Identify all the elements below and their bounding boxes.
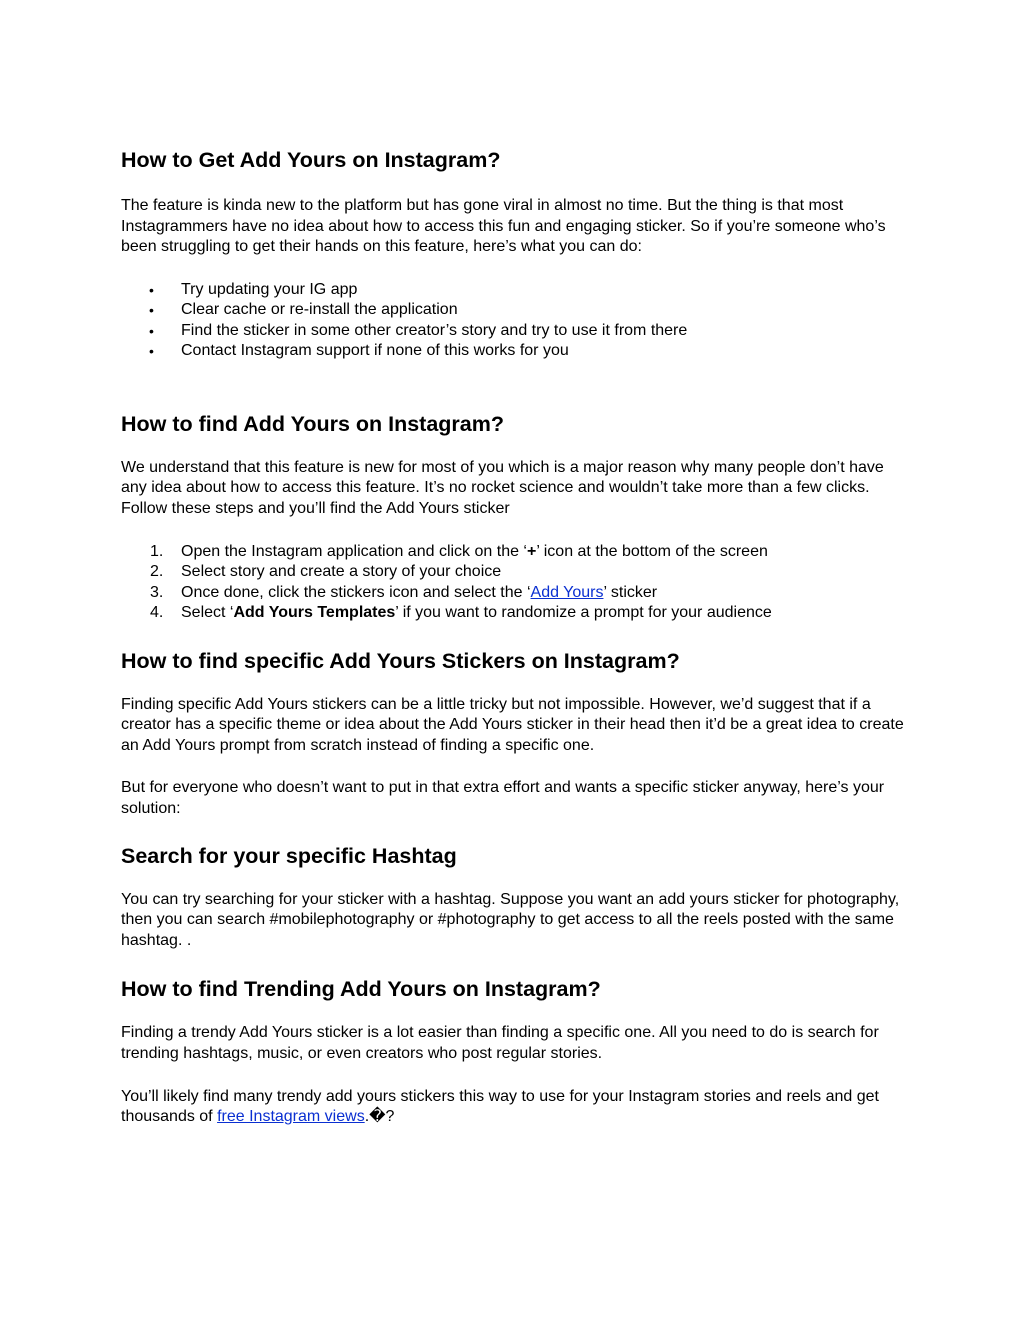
list-item-text: ’ if you want to randomize a prompt for your audience (395, 604, 772, 622)
paragraph: You can try searching for your sticker with a hashtag. Suppose you want an add yours sticker for photography, then you can search #mobilephotography or #photography to get access to all the reels posted with the same hashtag. . (121, 890, 900, 949)
free-instagram-views-link[interactable]: free Instagram views (217, 1108, 365, 1126)
list-item (121, 280, 911, 301)
bold-text: Add Yours Templates (233, 604, 396, 622)
plus-symbol: + (526, 542, 537, 560)
list-item-text: Open the Instagram application and click on the ‘ (181, 542, 527, 560)
bullet-list (121, 280, 911, 362)
bullet-icon: • (149, 343, 154, 360)
list-item-text: Find the sticker in some other creator’s story and try to use it from there (181, 321, 688, 339)
list-item-text: Contact Instagram support if none of this works for you (181, 342, 569, 360)
list-item (121, 300, 911, 321)
paragraph: The feature is kinda new to the platform but has gone viral in almost no time. But the thing is that most Instagrammers have no idea about how to access this fun and engaging sticker. So if you’re someone who’s been struggling to get their hands on this feature, here’s what you can do: (121, 197, 886, 256)
paragraph: Finding specific Add Yours stickers can be a little tricky but not impossible. However, we’d suggest that if a creator has a specific theme or idea about the Add Yours sticker in their head then it’d be a great idea to create an Add Yours prompt from scratch instead of finding a specific one. (121, 695, 904, 754)
list-item-text: ’ icon at the bottom of the screen (536, 542, 768, 560)
bullet-icon: • (149, 281, 154, 298)
list-item-text: ’ sticker (603, 583, 658, 601)
document-page (121, 146, 911, 1128)
add-yours-link[interactable]: Add Yours (530, 583, 604, 601)
numbered-list (121, 542, 911, 624)
list-item (121, 583, 911, 604)
list-number: 1. (150, 542, 164, 560)
section-heading: How to find Trending Add Yours on Instagram? (121, 977, 601, 1002)
list-number: 4. (150, 604, 164, 622)
bullet-icon: • (149, 322, 154, 339)
paragraph: Finding a trendy Add Yours sticker is a lot easier than finding a specific one. All you need to do is search for trending hashtags, music, or even creators who post regular stories. (121, 1024, 879, 1062)
list-item-text: Clear cache or re-install the application (181, 301, 458, 319)
paragraph-text: .�? (364, 1108, 395, 1126)
paragraph: We understand that this feature is new for most of you which is a major reason why many people don’t have any idea about how to access this feature. It’s no rocket science and wouldn’t take more than a few clicks. Follow these steps and you’ll find the Add Yours sticker (121, 458, 884, 517)
list-number: 3. (150, 583, 164, 601)
section-heading: How to find Add Yours on Instagram? (121, 411, 505, 436)
section-heading: How to find specific Add Yours Stickers on Instagram? (121, 648, 680, 673)
list-item (121, 603, 911, 624)
section-heading: Search for your specific Hashtag (121, 843, 457, 868)
paragraph (121, 1087, 911, 1128)
list-item (121, 562, 911, 583)
list-item (121, 321, 911, 342)
list-item-text: Select story and create a story of your choice (181, 563, 502, 581)
list-item-text: Once done, click the stickers icon and select the ‘ (181, 583, 531, 601)
paragraph: But for everyone who doesn’t want to put in that extra effort and wants a specific sticker anyway, here’s your solution: (121, 779, 885, 817)
list-item-text: Try updating your IG app (181, 280, 358, 298)
list-item (121, 542, 911, 563)
paragraph-text: You’ll likely find many trendy add yours stickers this way to use for your Instagram stories and reels and get thousands of (121, 1087, 879, 1126)
section-heading: How to Get Add Yours on Instagram? (121, 148, 501, 172)
list-item (121, 341, 911, 362)
bullet-icon: • (149, 302, 154, 319)
list-number: 2. (150, 563, 164, 581)
list-item-text: Select ‘ (181, 604, 234, 622)
